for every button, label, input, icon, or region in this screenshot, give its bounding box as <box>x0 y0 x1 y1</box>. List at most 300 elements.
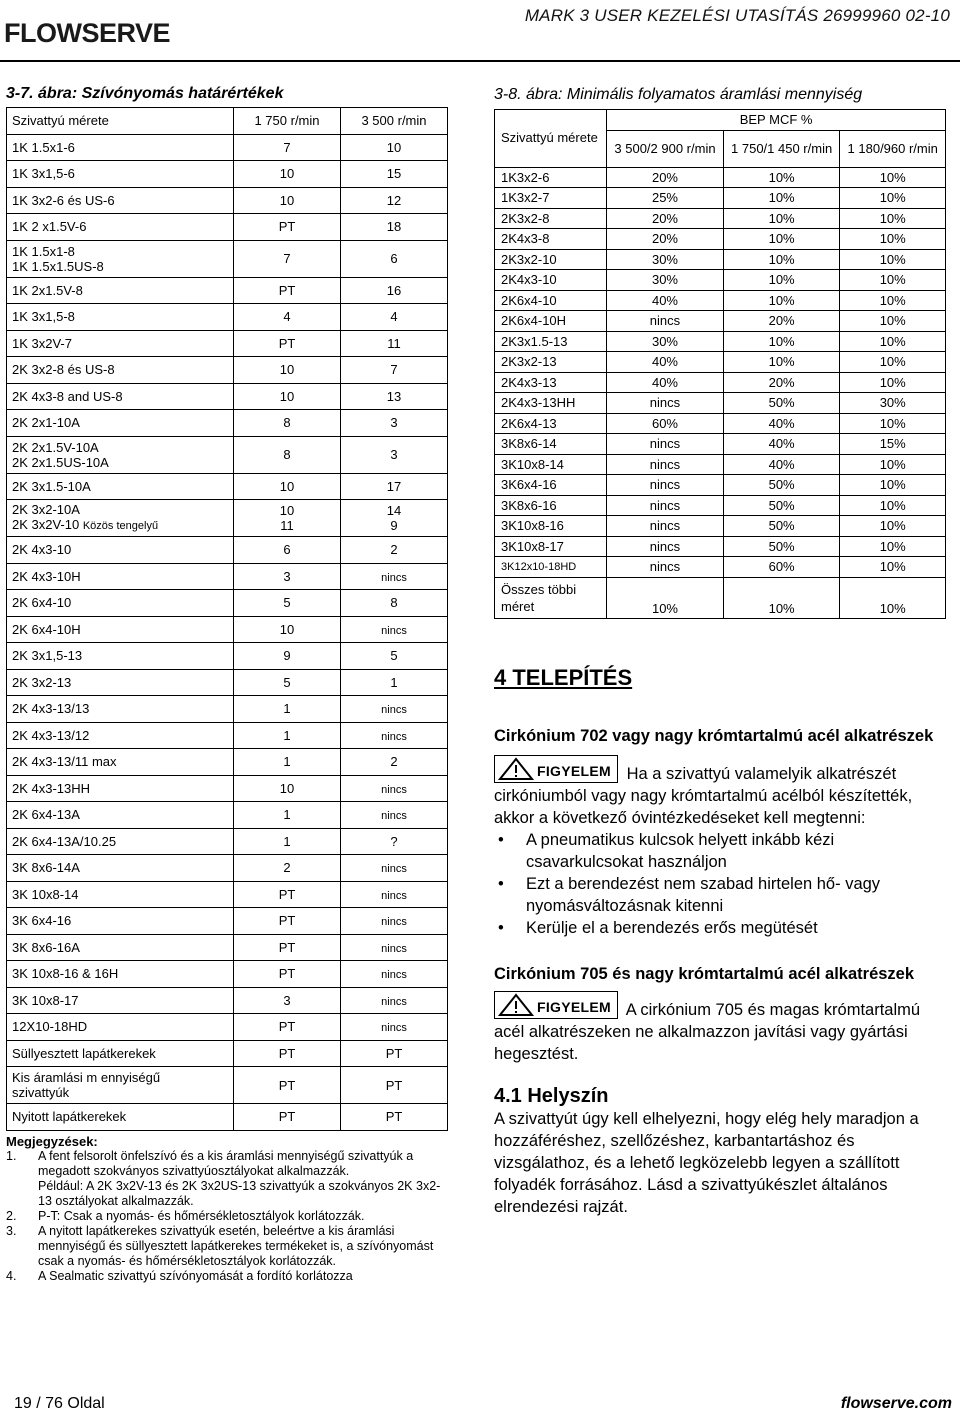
pump-size-cell <box>7 1040 234 1067</box>
table-row <box>7 749 448 776</box>
value-1750: 50% <box>723 475 840 496</box>
pump-size: 2K 2x1-10A <box>12 415 80 431</box>
value-1180: 10% <box>840 208 946 229</box>
pump-size: 2K 6x4-10H <box>12 621 81 637</box>
table-row <box>7 722 448 749</box>
table-row <box>7 1067 448 1104</box>
value-1750: 10 <box>279 478 295 494</box>
value-3500-cell <box>341 214 448 241</box>
pump-size-cell <box>7 500 234 537</box>
table-row <box>7 410 448 437</box>
table-row <box>7 961 448 988</box>
table-row <box>7 1014 448 1041</box>
value-3500: 30% <box>607 270 724 291</box>
value-1750: 10% <box>723 208 840 229</box>
pump-size: 2K 4x3-13/12 <box>12 727 90 743</box>
pump-size-cell <box>7 187 234 214</box>
value-1750-cell <box>234 828 341 855</box>
note-item <box>6 1149 448 1209</box>
value-1750: 10% <box>723 167 840 188</box>
suction-pressure-table <box>6 107 448 1131</box>
value-3500: 20% <box>607 229 724 250</box>
value-3500-cell <box>341 669 448 696</box>
table-row <box>7 590 448 617</box>
value-1750: 40% <box>723 454 840 475</box>
table-row <box>7 537 448 564</box>
value-1750-cell <box>234 775 341 802</box>
table-row <box>7 881 448 908</box>
note-text: P-T: Csak a nyomás- és hőmérsékletosztályok korlátozzák. <box>38 1208 365 1223</box>
value-1750-cell <box>234 410 341 437</box>
value-1750: 9 <box>283 648 291 664</box>
col-header-1750: 1 750/1 450 r/min <box>723 130 840 167</box>
value-3500: 40% <box>607 372 724 393</box>
value-3500-cell <box>341 161 448 188</box>
value-1750: 10% <box>723 290 840 311</box>
pump-size: 1K 1.5x1-6 <box>12 139 75 155</box>
value-1750-cell <box>234 590 341 617</box>
header-divider <box>0 60 960 62</box>
pump-size-cell <box>7 802 234 829</box>
pump-size-cell <box>7 722 234 749</box>
value-3500-cell <box>341 1104 448 1131</box>
pump-size-cell <box>7 643 234 670</box>
pump-size: 2K 4x3-10H <box>12 568 81 584</box>
value-1750-cell <box>234 187 341 214</box>
pump-size: 3K 6x4-16 <box>12 913 72 929</box>
value-3500: 11 <box>387 335 401 351</box>
value-3500: nincs <box>607 434 724 455</box>
table-row <box>495 393 946 414</box>
value-1180: 10% <box>840 516 946 537</box>
pump-size: 1K 3x2-6 és US-6 <box>12 192 115 208</box>
min-flow-table <box>494 109 946 619</box>
pump-size: 3K 10x8-16 & 16H <box>12 966 119 982</box>
value-3500: nincs <box>381 995 407 1008</box>
pump-size: Nyitott lapátkerekek <box>12 1109 127 1125</box>
table-row <box>7 473 448 500</box>
value-1750: 1 <box>283 754 291 770</box>
value-3500-cell <box>341 277 448 304</box>
table-row <box>7 696 448 723</box>
value-3500: nincs <box>381 810 407 823</box>
value-3500: nincs <box>381 1022 407 1035</box>
table-row <box>7 828 448 855</box>
pump-size-cell <box>7 563 234 590</box>
value-1180: 10% <box>840 557 946 578</box>
value-3500: nincs <box>381 571 407 584</box>
value-3500-line2: 9 <box>390 518 398 533</box>
pump-size: 2K 3x1.5-10A <box>12 478 91 494</box>
value-3500: 17 <box>386 478 402 494</box>
value-3500: nincs <box>381 969 407 982</box>
note-number: 1. <box>6 1148 17 1163</box>
value-1750-cell <box>234 383 341 410</box>
value-3500: nincs <box>381 916 407 929</box>
value-1750-cell <box>234 357 341 384</box>
value-1750: 10 <box>279 388 295 404</box>
value-1180: 10% <box>840 311 946 332</box>
precaution-item: • A pneumatikus kulcsok helyett inkább kézi csavarkulcsokat használjon <box>526 829 946 873</box>
value-1750-cell <box>234 616 341 643</box>
value-1750-cell <box>234 134 341 161</box>
note-text: A nyitott lapátkerekes szivattyúk esetén, beleértve a kis áramlási mennyiségű és süllyesztett lapátkerekes termékeket is, a szívónyomást csak a nyomás- és hőmérsékletosztályok korlátozzák. <box>38 1223 434 1268</box>
pump-size: 2K4x3-13 <box>495 372 607 393</box>
figure-3-7-title: 3-7. ábra: Szívónyomás határértékek <box>6 85 284 102</box>
pump-size-line2: 2K 3x2V-10 <box>12 517 80 532</box>
notes-title: Megjegyzések: <box>6 1133 98 1149</box>
pump-size: 2K3x2-10 <box>495 249 607 270</box>
note-number: 3. <box>6 1223 17 1238</box>
value-1750-cell <box>234 330 341 357</box>
pump-size: 2K6x4-13 <box>495 413 607 434</box>
value-1750-cell <box>234 436 341 473</box>
pump-size: 1K 1.5x1-8 <box>12 243 75 259</box>
value-3500: 30% <box>607 331 724 352</box>
value-3500: nincs <box>381 889 407 902</box>
column-header: Szivattyú mérete <box>7 108 234 135</box>
value-3500-cell <box>341 1067 448 1104</box>
pump-size-line2: 1K 1.5x1.5US-8 <box>12 258 104 274</box>
table-row <box>495 249 946 270</box>
website-link[interactable]: flowserve.com <box>840 1395 952 1412</box>
pump-size: 2K 6x4-10 <box>12 595 72 611</box>
value-3500: PT <box>385 1077 403 1093</box>
value-1750: 4 <box>283 309 291 325</box>
value-3500: nincs <box>381 704 407 717</box>
value-1180: 10% <box>840 188 946 209</box>
value-1750: 10% <box>723 249 840 270</box>
value-1750: 20% <box>723 311 840 332</box>
value-3500: nincs <box>381 783 407 796</box>
col-header-bep: BEP MCF % <box>607 110 946 131</box>
value-3500: 2 <box>390 542 398 558</box>
value-3500-cell <box>341 330 448 357</box>
pump-size-cell <box>7 908 234 935</box>
pump-size-cell <box>7 934 234 961</box>
figure-3-8-title: 3-8. ábra: Minimális folyamatos áramlási mennyiség <box>494 86 863 103</box>
pump-size: 3K12x10-18HD <box>495 557 607 578</box>
table-row <box>495 290 946 311</box>
zirconium-705-heading: Cirkónium 705 és nagy krómtartalmú acél alkatrészek <box>494 964 915 983</box>
value-3500: PT <box>385 1045 403 1061</box>
value-1180: 10% <box>840 352 946 373</box>
value-1180: 10% <box>840 372 946 393</box>
value-3500-cell <box>341 802 448 829</box>
value-1750: 40% <box>723 434 840 455</box>
value-1180: 10% <box>840 331 946 352</box>
table-row <box>495 372 946 393</box>
value-3500-cell <box>341 563 448 590</box>
pump-size: 2K3x2-13 <box>495 352 607 373</box>
table-row <box>7 357 448 384</box>
pump-size: 2K 4x3-13HH <box>12 780 91 796</box>
flowserve-logo <box>4 8 171 50</box>
paragraph-text: A cirkónium 705 és magas krómtartalmú acél alkatrészeken ne alkalmazzon javítási vagy gyártási hegesztést. <box>494 1000 921 1063</box>
value-3500: 2 <box>390 754 398 770</box>
pump-size: 3K10x8-17 <box>495 536 607 557</box>
section-4-heading: 4 TELEPÍTÉS <box>494 664 633 690</box>
value-3500: nincs <box>381 863 407 876</box>
value-1180: 10% <box>840 454 946 475</box>
pump-size-cell <box>7 775 234 802</box>
value-1750-cell <box>234 669 341 696</box>
value-1750: 2 <box>283 860 291 876</box>
section-4-1-heading: 4.1 Helyszín <box>494 1084 609 1107</box>
table-row <box>495 331 946 352</box>
pump-size-line2: szivattyúk <box>12 1085 70 1100</box>
value-1750: 60% <box>723 557 840 578</box>
pump-size-cell <box>7 304 234 331</box>
value-1750: 1 <box>283 833 291 849</box>
pump-size: 2K 4x3-10 <box>12 542 72 558</box>
pump-size: 3K 8x6-14A <box>12 860 80 876</box>
value-1750-cell <box>234 749 341 776</box>
value-1750-cell <box>234 161 341 188</box>
value-1750: 1 <box>283 701 291 717</box>
pump-size-cell <box>7 855 234 882</box>
table-row <box>495 352 946 373</box>
value-1750: 20% <box>723 372 840 393</box>
value-1750: PT <box>278 886 296 902</box>
value-1750: PT <box>278 219 296 235</box>
table-row <box>7 563 448 590</box>
pump-size: 3K10x8-16 <box>495 516 607 537</box>
pump-size-cell <box>7 590 234 617</box>
value-3500: nincs <box>607 475 724 496</box>
value-3500: 1 <box>390 674 398 690</box>
pump-size: 2K 2x1.5V-10A <box>12 439 99 455</box>
value-1750: 10 <box>279 780 295 796</box>
value-1750: 7 <box>283 139 291 155</box>
value-1750: 1 <box>283 727 291 743</box>
pump-size: Süllyesztett lapátkerekek <box>12 1045 156 1061</box>
pump-size: 3K 10x8-17 <box>12 992 79 1008</box>
pump-size-note: Közös tengelyű <box>82 520 159 532</box>
location-paragraph: A szivattyút úgy kell elhelyezni, hogy elég hely maradjon a hozzáféréshez, szellőzéshez, karbantartáshoz és vizsgálathoz, és a lehető legközelebb legyen a szállított folyadék forrásához. Lásd a szivattyúkészlet általános elrendezési rajzát. <box>494 1109 919 1216</box>
table-row <box>7 934 448 961</box>
value-1750-cell <box>234 961 341 988</box>
value-1750-cell <box>234 240 341 277</box>
pump-size-cell <box>7 330 234 357</box>
value-1750: 7 <box>283 251 291 266</box>
table-row <box>495 167 946 188</box>
value-1750: PT <box>278 1045 296 1061</box>
pump-size-cell <box>495 577 607 618</box>
value-1750: 50% <box>723 495 840 516</box>
pump-size: 2K 3x2-13 <box>12 674 72 690</box>
table-row <box>495 495 946 516</box>
value-3500: 3 <box>390 447 398 462</box>
table-row <box>7 500 448 537</box>
value-1180: 10% <box>840 413 946 434</box>
value-3500-cell <box>341 961 448 988</box>
value-3500-cell <box>341 696 448 723</box>
value-3500: 20% <box>607 208 724 229</box>
pump-size-cell <box>7 473 234 500</box>
value-3500: nincs <box>607 393 724 414</box>
value-3500: 7 <box>390 362 398 378</box>
value-1750: 10% <box>723 270 840 291</box>
value-1750: 8 <box>283 447 291 462</box>
pump-size-cell <box>7 277 234 304</box>
value-3500: 18 <box>386 219 402 235</box>
table-row <box>7 775 448 802</box>
value-3500-cell <box>341 775 448 802</box>
value-3500: nincs <box>381 730 407 743</box>
pump-size: Kis áramlási m ennyiségű <box>12 1070 161 1085</box>
value-1180: 10% <box>840 495 946 516</box>
value-1750-cell <box>234 304 341 331</box>
value-1750: PT <box>278 966 296 982</box>
table-row <box>7 240 448 277</box>
precaution-item: • Ezt a berendezést nem szabad hirtelen hő- vagy nyomásváltozásnak kitenni <box>526 873 946 917</box>
table-row <box>495 516 946 537</box>
note-text: A Sealmatic szivattyú szívónyomását a fordító korlátozza <box>38 1268 353 1283</box>
table-row <box>495 536 946 557</box>
pump-size: 2K 6x4-13A/10.25 <box>12 833 117 849</box>
value-1750: 10 <box>279 166 295 182</box>
pump-size: 1K3x2-7 <box>495 188 607 209</box>
value-1750-cell <box>234 537 341 564</box>
value-1750: 50% <box>723 516 840 537</box>
value-1180: 10% <box>840 475 946 496</box>
col-header-3500: 3 500/2 900 r/min <box>607 130 724 167</box>
table-row <box>7 802 448 829</box>
value-3500: 15 <box>386 166 402 182</box>
value-3500: 5 <box>390 648 398 664</box>
table-row <box>495 475 946 496</box>
value-3500-cell <box>341 828 448 855</box>
pump-size-line2: 2K 2x1.5US-10A <box>12 454 109 470</box>
value-1750-cell <box>234 881 341 908</box>
value-3500: PT <box>385 1109 403 1125</box>
value-3500-cell <box>341 987 448 1014</box>
value-1180: 10% <box>840 229 946 250</box>
pump-size: 1K 2 x1.5V-6 <box>12 219 87 235</box>
value-1750: 10% <box>723 188 840 209</box>
value-3500: nincs <box>607 454 724 475</box>
pump-size-cell <box>7 1067 234 1104</box>
precaution-list <box>494 829 946 939</box>
notes-list <box>6 1149 448 1284</box>
pump-size-cell <box>7 696 234 723</box>
note-number: 2. <box>6 1208 17 1223</box>
value-3500: 60% <box>607 413 724 434</box>
value-1750-cell <box>234 500 341 537</box>
pump-size-cell <box>7 537 234 564</box>
table-row <box>7 161 448 188</box>
table-row <box>495 577 946 618</box>
warning-triangle-icon <box>499 994 533 1016</box>
value-3500-cell <box>341 749 448 776</box>
value-3500: 16 <box>386 282 402 298</box>
table-row <box>495 434 946 455</box>
value-3500-cell <box>341 590 448 617</box>
value-3500: 6 <box>390 251 398 266</box>
value-1750-cell <box>234 563 341 590</box>
pump-size-cell <box>7 828 234 855</box>
pump-size-cell <box>7 1014 234 1041</box>
value-3500-cell <box>341 1040 448 1067</box>
value-3500-cell <box>341 304 448 331</box>
pump-size: 2K 3x2-8 és US-8 <box>12 362 115 378</box>
value-3500-cell <box>341 722 448 749</box>
value-1750-cell <box>234 1040 341 1067</box>
warning-paragraph-1 <box>494 755 946 829</box>
value-1180: 15% <box>840 434 946 455</box>
pump-size-cell <box>7 240 234 277</box>
value-1750: 10 <box>279 192 295 208</box>
table-row <box>7 908 448 935</box>
value-3500: 20% <box>607 167 724 188</box>
note-number: 4. <box>6 1268 17 1283</box>
notes-section <box>6 1134 448 1284</box>
value-3500-cell <box>341 240 448 277</box>
table-row <box>7 669 448 696</box>
pump-size: 2K4x3-8 <box>495 229 607 250</box>
pump-size-cell <box>7 987 234 1014</box>
pump-size: 2K 6x4-13A <box>12 807 80 823</box>
pump-size: 2K4x3-13HH <box>495 393 607 414</box>
col-header-pump-size: Szivattyú mérete <box>495 110 607 168</box>
value-1750-cell <box>234 1104 341 1131</box>
value-1750-cell <box>234 696 341 723</box>
value-1750: 10 <box>279 362 295 378</box>
value-3500-cell <box>341 383 448 410</box>
table-row <box>495 413 946 434</box>
pump-size-cell <box>7 357 234 384</box>
table-row <box>7 1040 448 1067</box>
pump-size-cell <box>7 214 234 241</box>
precaution-item: • Kerülje el a berendezés erős megütését <box>526 917 946 939</box>
pump-size: 2K3x2-8 <box>495 208 607 229</box>
value-3500-cell <box>341 643 448 670</box>
value-1750: PT <box>278 1109 296 1125</box>
value-3500-cell <box>341 908 448 935</box>
value-1750-cell <box>234 908 341 935</box>
table-row <box>7 643 448 670</box>
pump-size-cell <box>7 749 234 776</box>
pump-size-cell <box>7 383 234 410</box>
pump-size: 3K8x6-14 <box>495 434 607 455</box>
warning-label: FIGYELEM <box>537 762 611 779</box>
table-row <box>495 208 946 229</box>
warning-sign <box>494 991 618 1019</box>
value-1750: 8 <box>283 415 291 431</box>
value-1750: 10% <box>723 352 840 373</box>
pump-size-cell <box>7 881 234 908</box>
warning-label: FIGYELEM <box>537 998 611 1015</box>
note-item <box>6 1224 448 1269</box>
pump-size: 2K 4x3-13/11 max <box>12 754 117 770</box>
table-row <box>7 855 448 882</box>
table-row <box>7 277 448 304</box>
value-1750: 3 <box>283 568 291 584</box>
value-1750-cell <box>234 987 341 1014</box>
value-1180: 10% <box>840 270 946 291</box>
value-1750-cell <box>234 214 341 241</box>
value-3500: nincs <box>381 942 407 955</box>
value-3500-cell <box>341 134 448 161</box>
value-1750-cell <box>234 934 341 961</box>
pump-size: 1K 2x1.5V-8 <box>12 282 83 298</box>
table-row <box>7 330 448 357</box>
value-1750-cell <box>234 473 341 500</box>
table-row <box>495 188 946 209</box>
pump-size: 2K6x4-10 <box>495 290 607 311</box>
value-1180: 30% <box>840 393 946 414</box>
